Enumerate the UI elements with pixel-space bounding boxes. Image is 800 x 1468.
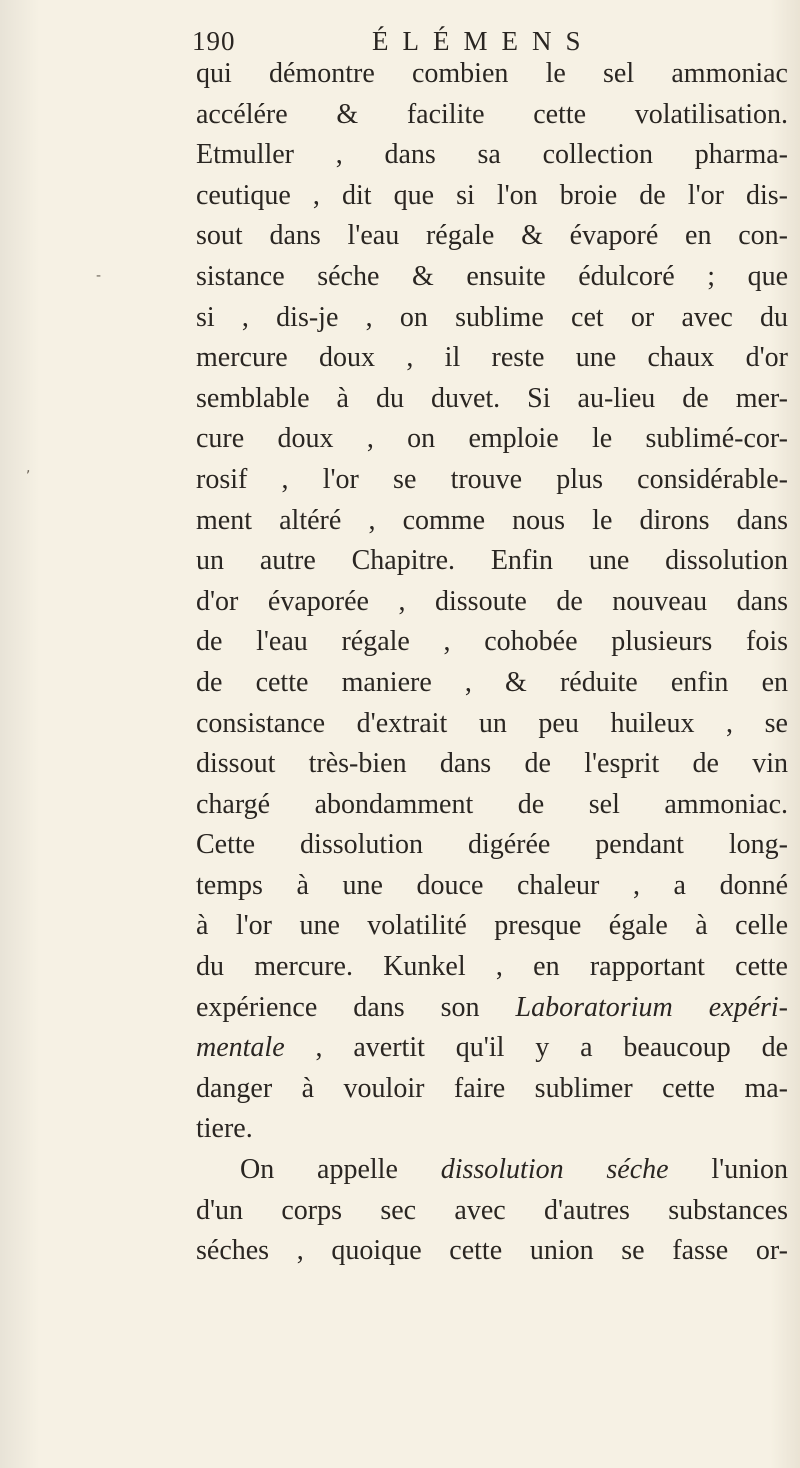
text-segment: d'or évaporée , dissoute de nouveau dans bbox=[196, 585, 788, 617]
italic-text: Laboratorium expéri- bbox=[515, 991, 788, 1023]
text-segment: consistance d'extrait un peu huileux , se bbox=[196, 707, 788, 739]
italic-text: dissolution séche bbox=[440, 1154, 669, 1186]
text-line bbox=[196, 663, 788, 704]
text-segment: mercure doux , il reste une chaux d'or bbox=[196, 342, 788, 374]
margin-mark: - bbox=[96, 268, 102, 284]
text-segment: ment altéré , comme nous le dirons dans bbox=[196, 504, 788, 536]
text-line bbox=[196, 622, 788, 663]
text-line bbox=[196, 866, 788, 907]
text-segment: accélére & facilite cette volatilisation. bbox=[196, 98, 788, 130]
text-segment: à l'or une volatilité presque égale à celle bbox=[196, 910, 788, 942]
text-segment: d'un corps sec avec d'autres substances bbox=[196, 1194, 788, 1226]
text-segment: chargé abondamment de sel ammoniac. bbox=[196, 788, 788, 820]
text-segment: Cette dissolution digérée pendant long- bbox=[196, 829, 788, 861]
text-line bbox=[196, 906, 788, 947]
body-text bbox=[196, 54, 788, 1272]
text-segment: l'union bbox=[668, 1154, 788, 1186]
text-segment: cure doux , on emploie le sublimé-cor- bbox=[196, 423, 788, 455]
text-segment: expérience dans son bbox=[196, 991, 516, 1023]
text-segment: danger à vouloir faire sublimer cette ma- bbox=[196, 1072, 788, 1104]
text-segment: du mercure. Kunkel , en rapportant cette bbox=[196, 951, 788, 983]
text-segment: ceutique , dit que si l'on broie de l'or dis- bbox=[196, 179, 788, 211]
text-line bbox=[196, 216, 788, 257]
text-line bbox=[196, 988, 788, 1029]
text-line bbox=[196, 541, 788, 582]
text-line bbox=[196, 176, 788, 217]
text-line bbox=[196, 1191, 788, 1232]
page-header bbox=[192, 26, 652, 56]
text-segment: un autre Chapitre. Enfin une dissolution bbox=[196, 545, 788, 577]
text-segment: qui démontre combien le sel ammoniac bbox=[196, 58, 788, 89]
text-line bbox=[196, 744, 788, 785]
running-title: ÉLÉMENS bbox=[372, 26, 595, 56]
text-line bbox=[196, 1109, 788, 1150]
text-segment: , avertit qu'il y a beaucoup de bbox=[284, 1032, 788, 1064]
text-line bbox=[196, 582, 788, 623]
text-segment: sout dans l'eau régale & évaporé en con- bbox=[196, 220, 788, 252]
text-line bbox=[196, 298, 788, 339]
text-line bbox=[196, 257, 788, 298]
text-line bbox=[196, 704, 788, 745]
text-line bbox=[196, 947, 788, 988]
text-line bbox=[196, 338, 788, 379]
text-line bbox=[196, 1069, 788, 1110]
text-segment: rosif , l'or se trouve plus considérable- bbox=[196, 463, 788, 495]
text-line bbox=[196, 54, 788, 95]
italic-text: mentale bbox=[196, 1032, 285, 1064]
text-line bbox=[196, 1150, 788, 1191]
text-line bbox=[196, 379, 788, 420]
text-segment: On appelle bbox=[240, 1154, 441, 1186]
text-segment: semblable à du duvet. Si au-lieu de mer- bbox=[196, 382, 788, 414]
text-segment: sistance séche & ensuite édulcoré ; que bbox=[196, 260, 788, 292]
text-segment: dissout très-bien dans de l'esprit de vin bbox=[196, 748, 788, 780]
text-segment: de l'eau régale , cohobée plusieurs fois bbox=[196, 626, 788, 658]
text-line bbox=[196, 1028, 788, 1069]
text-line bbox=[196, 785, 788, 826]
text-line bbox=[196, 1231, 788, 1272]
text-line bbox=[196, 501, 788, 542]
margin-mark: , bbox=[26, 460, 31, 476]
text-line bbox=[196, 460, 788, 501]
page-number: 190 bbox=[192, 26, 236, 56]
text-segment: temps à une douce chaleur , a donné bbox=[196, 869, 788, 901]
text-line bbox=[196, 135, 788, 176]
text-segment: tiere. bbox=[196, 1113, 253, 1145]
text-segment: de cette maniere , & réduite enfin en bbox=[196, 666, 788, 698]
text-line bbox=[196, 95, 788, 136]
text-segment: Etmuller , dans sa collection pharma- bbox=[196, 139, 788, 171]
text-segment: séches , quoique cette union se fasse or- bbox=[196, 1235, 788, 1267]
text-line bbox=[196, 419, 788, 460]
text-segment: si , dis-je , on sublime cet or avec du bbox=[196, 301, 788, 333]
text-line bbox=[196, 825, 788, 866]
